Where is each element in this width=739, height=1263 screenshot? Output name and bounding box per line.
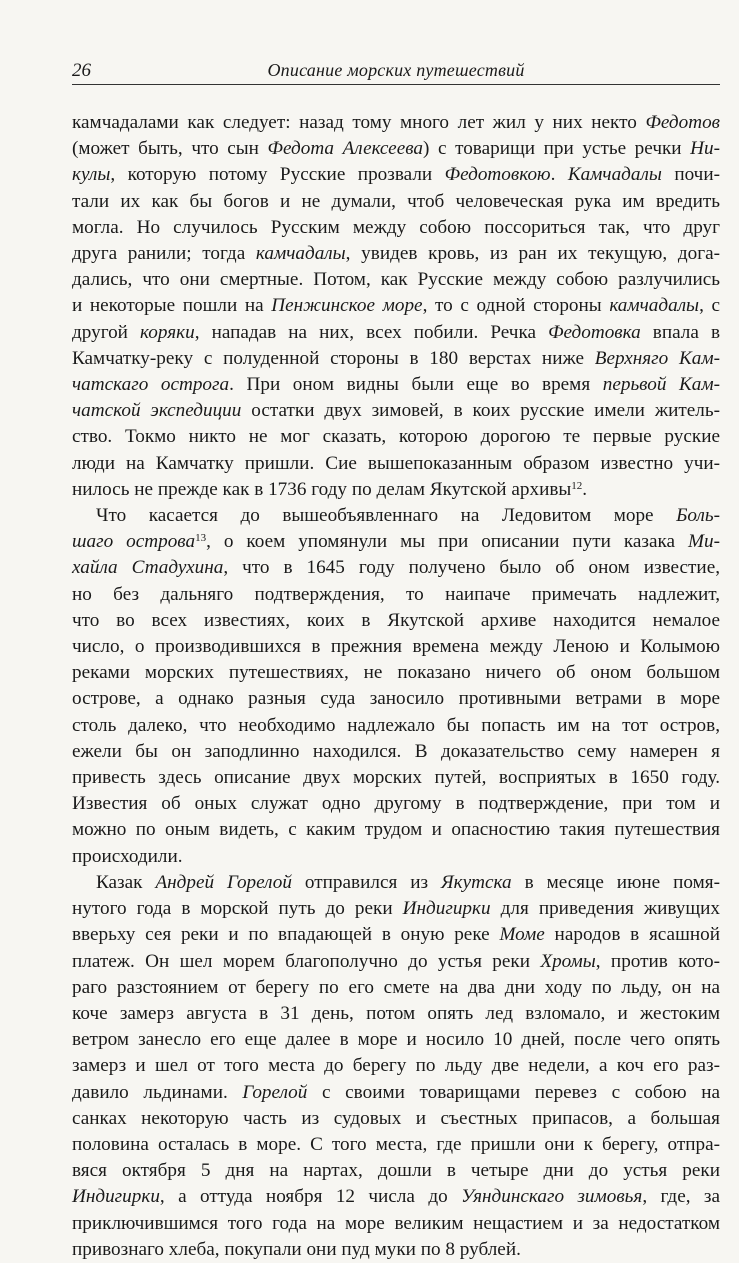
text-line: тали их как бы богов и не думали, чтоб человеческая рука им вредить bbox=[72, 190, 720, 212]
text-line: ство. Токмо никто не мог сказать, которою дорогою те первые руские bbox=[72, 426, 720, 448]
text-line: острове, а однако разныя суда заносило противными ветрами в море bbox=[72, 688, 720, 710]
text-line: происходили. bbox=[72, 845, 183, 867]
text-line: Казак Андрей Горелой отправился из Якутска в месяце июне помя- bbox=[96, 871, 720, 893]
text-line: число, о производившихся в прежния времена между Леною и Колымою bbox=[72, 636, 720, 658]
paragraph-1 bbox=[72, 110, 720, 503]
text-line: что во всех известиях, коих в Якутской архиве находится немалое bbox=[72, 609, 720, 631]
text-line: приключившимся того года на море великим нещастием и за недостатком bbox=[72, 1212, 720, 1234]
text-line: вверьху сея реки и по впадающей в оную реке Моме народов в ясашной bbox=[72, 924, 720, 946]
text-line: чатской экспедиции остатки двух зимовей, в коих русские имели житель- bbox=[72, 400, 720, 422]
text-line: коче замерз августа в 31 день, потом опять лед взломало, и жестоким bbox=[72, 1002, 720, 1024]
text-line: столь далеко, что необходимо надлежало бы попасть им на тот остров, bbox=[72, 714, 720, 736]
text-line: вяся октября 5 дня на нартах, дошли в четыре дни до устья реки bbox=[72, 1160, 720, 1182]
text-line: ветром занесло его еще далее в море и носило 10 дней, после чего опять bbox=[72, 1029, 720, 1051]
text-line: Что касается до вышеобъявленнаго на Ледовитом море Боль- bbox=[96, 505, 720, 527]
text-line: дались, что они смертные. Потом, как Русские между собою разлучились bbox=[72, 269, 720, 291]
text-line: привесть здесь описание двух морских путей, восприятых в 1650 году. bbox=[72, 767, 720, 789]
text-line: раго разстоянием от берегу по его смете на два дни ходу по льду, он на bbox=[72, 976, 720, 998]
text-line: реками морских путешествиях, не показано ничего об оном большом bbox=[72, 662, 720, 684]
text-line: санках некоторую часть из судовых и съестных припасов, а большая bbox=[72, 1107, 720, 1129]
text-line: Камчатку-реку с полуденной стороны в 180 верстах ниже Верхняго Кам- bbox=[72, 347, 720, 369]
text-line: друга ранили; тогда камчадалы, увидев кровь, из ран их текущую, дога- bbox=[72, 243, 720, 265]
text-line: хайла Стадухина, что в 1645 году получено было об оном известие, bbox=[72, 557, 721, 579]
text-line: но без дальняго подтверждения, то наипаче примечать надлежит, bbox=[72, 583, 720, 605]
page-number: 26 bbox=[72, 60, 91, 81]
text-line: Индигирки, а оттуда ноября 12 числа до Уяндинскаго зимовья, где, за bbox=[72, 1186, 720, 1208]
paragraph-2 bbox=[72, 503, 720, 870]
text-line: привознаго хлеба, покупали они пуд муки по 8 рублей. bbox=[72, 1238, 521, 1260]
text-line: могла. Но случилось Русским между собою поссориться так, что друг bbox=[72, 216, 720, 238]
text-line: давило льдинами. Горелой с своими товарищами перевез с собою на bbox=[72, 1081, 720, 1103]
text-line: другой коряки, нападав на них, всех побили. Речка Федотовка впала в bbox=[72, 321, 721, 343]
text-line: платеж. Он шел морем благополучно до устья реки Хромы, против кото- bbox=[72, 950, 720, 972]
text-line: камчадалами как следует: назад тому много лет жил у них некто Федотов bbox=[72, 112, 720, 133]
text-line: кулы, которую потому Русские прозвали Федотовкою. Камчадалы почи- bbox=[72, 164, 720, 186]
text-line: можно по оным видеть, с каким трудом и опасностию такия путешествия bbox=[72, 819, 720, 841]
running-header bbox=[72, 58, 720, 85]
text-line: чатскаго острога. При оном видны были еще во время перьвой Кам- bbox=[72, 374, 720, 396]
text-line: Известия об оных служат одно другому в подтверждение, при том и bbox=[72, 793, 720, 815]
text-line: и некоторые пошли на Пенжинское море, то с одной стороны камчадалы, с bbox=[72, 295, 721, 317]
text-line: (может быть, что сын Федота Алексеева) с товарищи при устье речки Ни- bbox=[72, 138, 720, 160]
text-line: люди на Камчатку пришли. Сие вышепоказанным образом известно учи- bbox=[72, 452, 720, 474]
text-line: шаго острова$^{13}$, о коем упомянули мы при описании пути казака Ми- bbox=[72, 531, 720, 553]
running-title: Описание морских путешествий bbox=[267, 60, 525, 80]
body-text bbox=[72, 110, 720, 1263]
text-line: замерз и шел от того места до берегу по льду две недели, а коч его раз- bbox=[72, 1055, 720, 1077]
text-line: ежели бы он заподлинно находился. В доказательство сему намерен я bbox=[72, 740, 720, 762]
text-line: половина осталась в море. С того места, где пришли они к берегу, отпра- bbox=[72, 1133, 720, 1155]
text-line: нутого года в морской путь до реки Индигирки для приведения живущих bbox=[72, 898, 720, 920]
text-line: нилось не прежде как в 1736 году по делам Якутской архивы$^{12}$. bbox=[72, 478, 588, 500]
paragraph-3 bbox=[72, 870, 720, 1263]
